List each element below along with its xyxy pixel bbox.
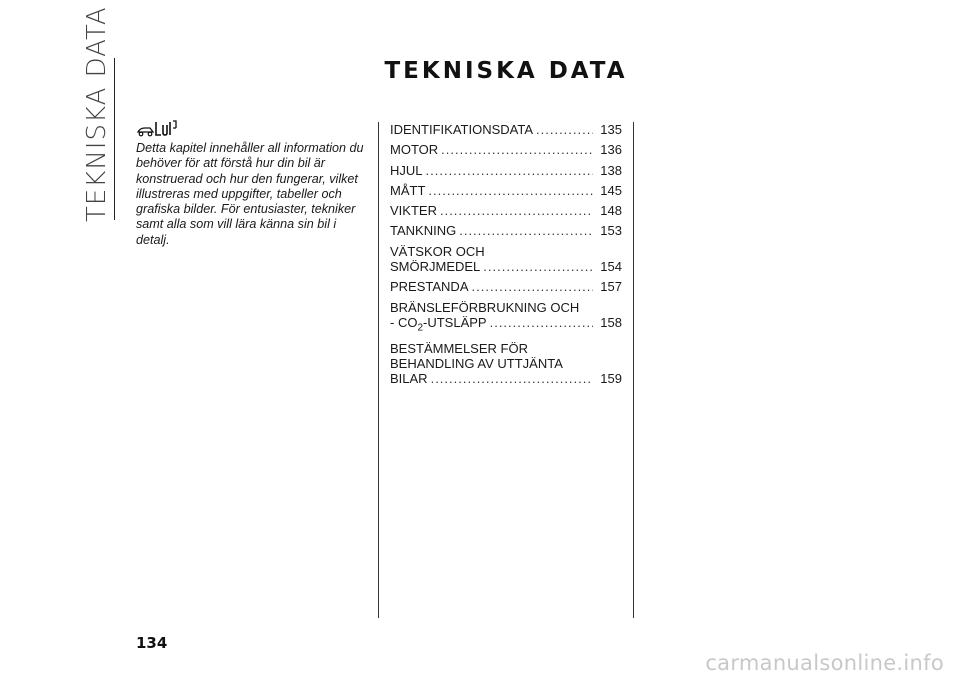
page-number: 134 bbox=[136, 634, 168, 652]
toc-entry-row bbox=[390, 203, 622, 218]
toc-entry-title-line: VÄTSKOR OCH bbox=[390, 243, 485, 259]
toc-page-number: 158 bbox=[600, 314, 622, 330]
page-title: TEKNISKA DATA bbox=[384, 58, 628, 84]
toc-page-number: 148 bbox=[600, 203, 622, 219]
toc-entry[interactable] bbox=[390, 163, 622, 178]
toc-entry-row bbox=[390, 259, 622, 274]
toc-leader-dots bbox=[472, 279, 594, 294]
toc-page-number: 145 bbox=[600, 182, 622, 198]
toc-entry[interactable] bbox=[390, 183, 622, 198]
toc-entry-title: HJUL bbox=[390, 162, 423, 178]
toc-entry[interactable] bbox=[390, 300, 622, 336]
toc-entry[interactable] bbox=[390, 122, 622, 137]
toc-entry-title: PRESTANDA bbox=[390, 279, 469, 295]
column-divider-left bbox=[378, 122, 379, 618]
toc-page-number: 136 bbox=[600, 142, 622, 158]
toc-entry-title-line: BRÄNSLEFÖRBRUKNING OCH bbox=[390, 299, 580, 315]
toc-entry-title-part: -UTSLÄPP bbox=[423, 314, 487, 330]
toc-entry[interactable] bbox=[390, 203, 622, 218]
toc-leader-dots bbox=[426, 163, 594, 178]
toc-entry[interactable] bbox=[390, 244, 622, 275]
toc-entry-title bbox=[390, 315, 487, 336]
toc-entry[interactable] bbox=[390, 223, 622, 238]
toc-entry-title: MOTOR bbox=[390, 142, 439, 158]
side-title: TEKNISKA DATA bbox=[82, 6, 112, 222]
toc-entry-title: TANKNING bbox=[390, 223, 457, 239]
toc-leader-dots bbox=[431, 371, 594, 386]
side-title-rule bbox=[114, 58, 115, 220]
toc-entry-row bbox=[390, 371, 622, 386]
toc-page-number: 159 bbox=[600, 371, 622, 387]
toc-entry-row bbox=[390, 163, 622, 178]
toc-entry-title-line: BEHANDLING AV UTTJÄNTA bbox=[390, 356, 563, 372]
toc-leader-dots bbox=[440, 203, 593, 218]
toc-entry-title: IDENTIFIKATIONSDATA bbox=[390, 122, 534, 137]
toc-entry[interactable] bbox=[390, 142, 622, 157]
table-of-contents bbox=[390, 122, 622, 392]
chapter-intro: Detta kapitel innehåller all information du behöver för att förstå hur din bil är konstruerad och hur den fungerar, vilket illustreras med uppgifter, tabeller och grafiska bilder. För entusiaster, tekniker samt alla som vill lära känna sin bil i detalj. bbox=[136, 141, 364, 247]
toc-page-number: 138 bbox=[600, 162, 622, 178]
toc-entry-title: SMÖRJMEDEL bbox=[390, 259, 481, 275]
toc-leader-dots bbox=[483, 259, 593, 274]
toc-entry-row bbox=[390, 223, 622, 238]
toc-page-number: 153 bbox=[600, 223, 622, 239]
toc-page-number: 135 bbox=[600, 122, 622, 137]
toc-entry-title-part: - CO bbox=[390, 314, 418, 330]
toc-leader-dots bbox=[536, 122, 593, 137]
toc-entry-row bbox=[390, 142, 622, 157]
toc-leader-dots bbox=[490, 315, 594, 330]
toc-entry-row bbox=[390, 279, 622, 294]
toc-entry-row bbox=[390, 183, 622, 198]
toc-entry-row bbox=[390, 122, 622, 137]
toc-entry[interactable] bbox=[390, 341, 622, 387]
toc-leader-dots bbox=[441, 142, 593, 157]
toc-entry-title: MÅTT bbox=[390, 182, 426, 198]
toc-page-number: 154 bbox=[600, 259, 622, 275]
toc-entry-row bbox=[390, 315, 622, 336]
toc-leader-dots bbox=[459, 223, 593, 238]
toc-entry-title-line: BESTÄMMELSER FÖR bbox=[390, 340, 528, 356]
toc-entry-subscript: 2 bbox=[417, 322, 424, 334]
watermark: carmanualsonline.info bbox=[705, 651, 944, 675]
toc-entry-title: BILAR bbox=[390, 371, 428, 387]
toc-page-number: 157 bbox=[600, 279, 622, 295]
column-divider-right bbox=[633, 122, 634, 618]
car-specification-icon bbox=[136, 120, 178, 138]
toc-entry[interactable] bbox=[390, 279, 622, 294]
toc-leader-dots bbox=[428, 183, 593, 198]
toc-entry-title: VIKTER bbox=[390, 203, 437, 219]
